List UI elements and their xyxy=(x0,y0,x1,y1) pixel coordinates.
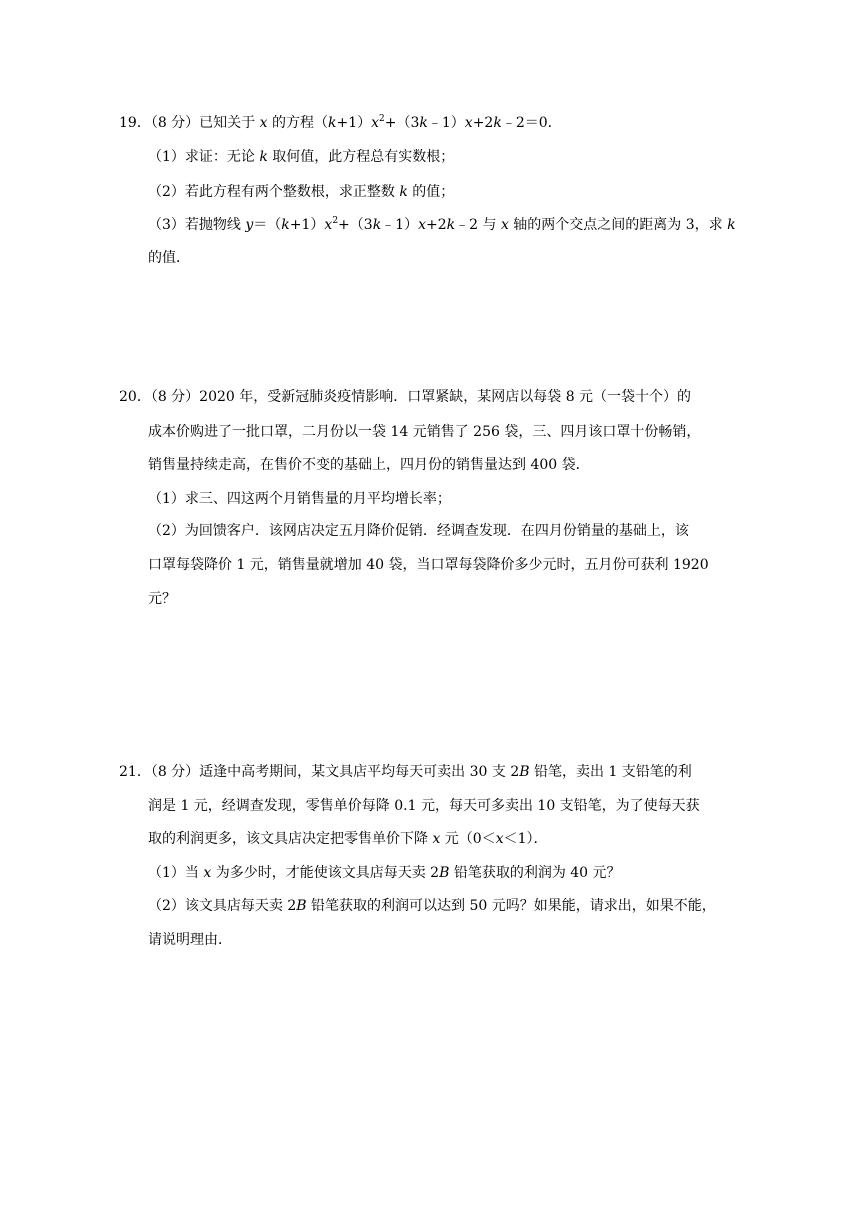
q20-part2-line1: （2）为回馈客户．该网店决定五月降价促销．经调查发现．在四月份销量的基础上，该 xyxy=(148,523,689,539)
q21-part2-line1: （2）该文具店每天卖 2B 铅笔获取的利润可以达到 50 元吗？如果能，请求出，如果不能， xyxy=(148,898,716,914)
q20-stem-line1: 20．（8 分）2020 年，受新冠肺炎疫情影响．口罩紧缺，某网店以每袋 8 元（一袋十个）的 xyxy=(119,389,692,405)
q20-stem-line3: 销售量持续走高，在售价不变的基础上，四月份的销售量达到 400 袋． xyxy=(148,457,590,473)
q19-part3: （3）若抛物线 $y=(k+1)x^2+(3k﹣1)x+2k﹣2$ 与 x 轴的两个交点之间的距离为 3，求 k xyxy=(148,216,736,233)
q19-stem: 19．（8 分）已知关于 x 的方程$(k+1)x^2+(3k﹣1)x+2k﹣2=0$． xyxy=(119,114,562,131)
q20-part2-line3: 元？ xyxy=(148,591,176,607)
q21-stem-line2: 润是 1 元，经调查发现，零售单价每降 0.1 元，每天可多卖出 10 支铅笔，为了使每天获 xyxy=(148,798,700,814)
q20-part2-line2: 口罩每袋降价 1 元，销售量就增加 40 袋，当口罩每袋降价多少元时，五月份可获利 1920 xyxy=(148,557,709,573)
q21-part1: （1）当 x 为多少时，才能使该文具店每天卖 2B 铅笔获取的利润为 40 元？ xyxy=(148,865,621,881)
q19-part2: （2）若此方程有两个整数根，求正整数 k 的值； xyxy=(148,184,455,200)
q20-part1: （1）求三、四这两个月销售量的月平均增长率； xyxy=(148,491,451,507)
q21-stem-line1: 21．（8 分）适逢中高考期间，某文具店平均每天可卖出 30 支 2B 铅笔，卖出 1 支铅笔的利 xyxy=(119,764,692,780)
q21-part2-line2: 请说明理由． xyxy=(148,932,232,948)
q21-stem-line3: 取的利润更多，该文具店决定把零售单价下降 x 元（0＜x＜1）． xyxy=(148,831,548,847)
q19-part1: （1）求证：无论 k 取何值，此方程总有实数根； xyxy=(148,149,455,165)
q20-stem-line2: 成本价购进了一批口罩，二月份以一袋 14 元销售了 256 袋，三、四月该口罩十份畅销， xyxy=(148,424,701,440)
q19-part3-cont: 的值． xyxy=(148,250,190,266)
